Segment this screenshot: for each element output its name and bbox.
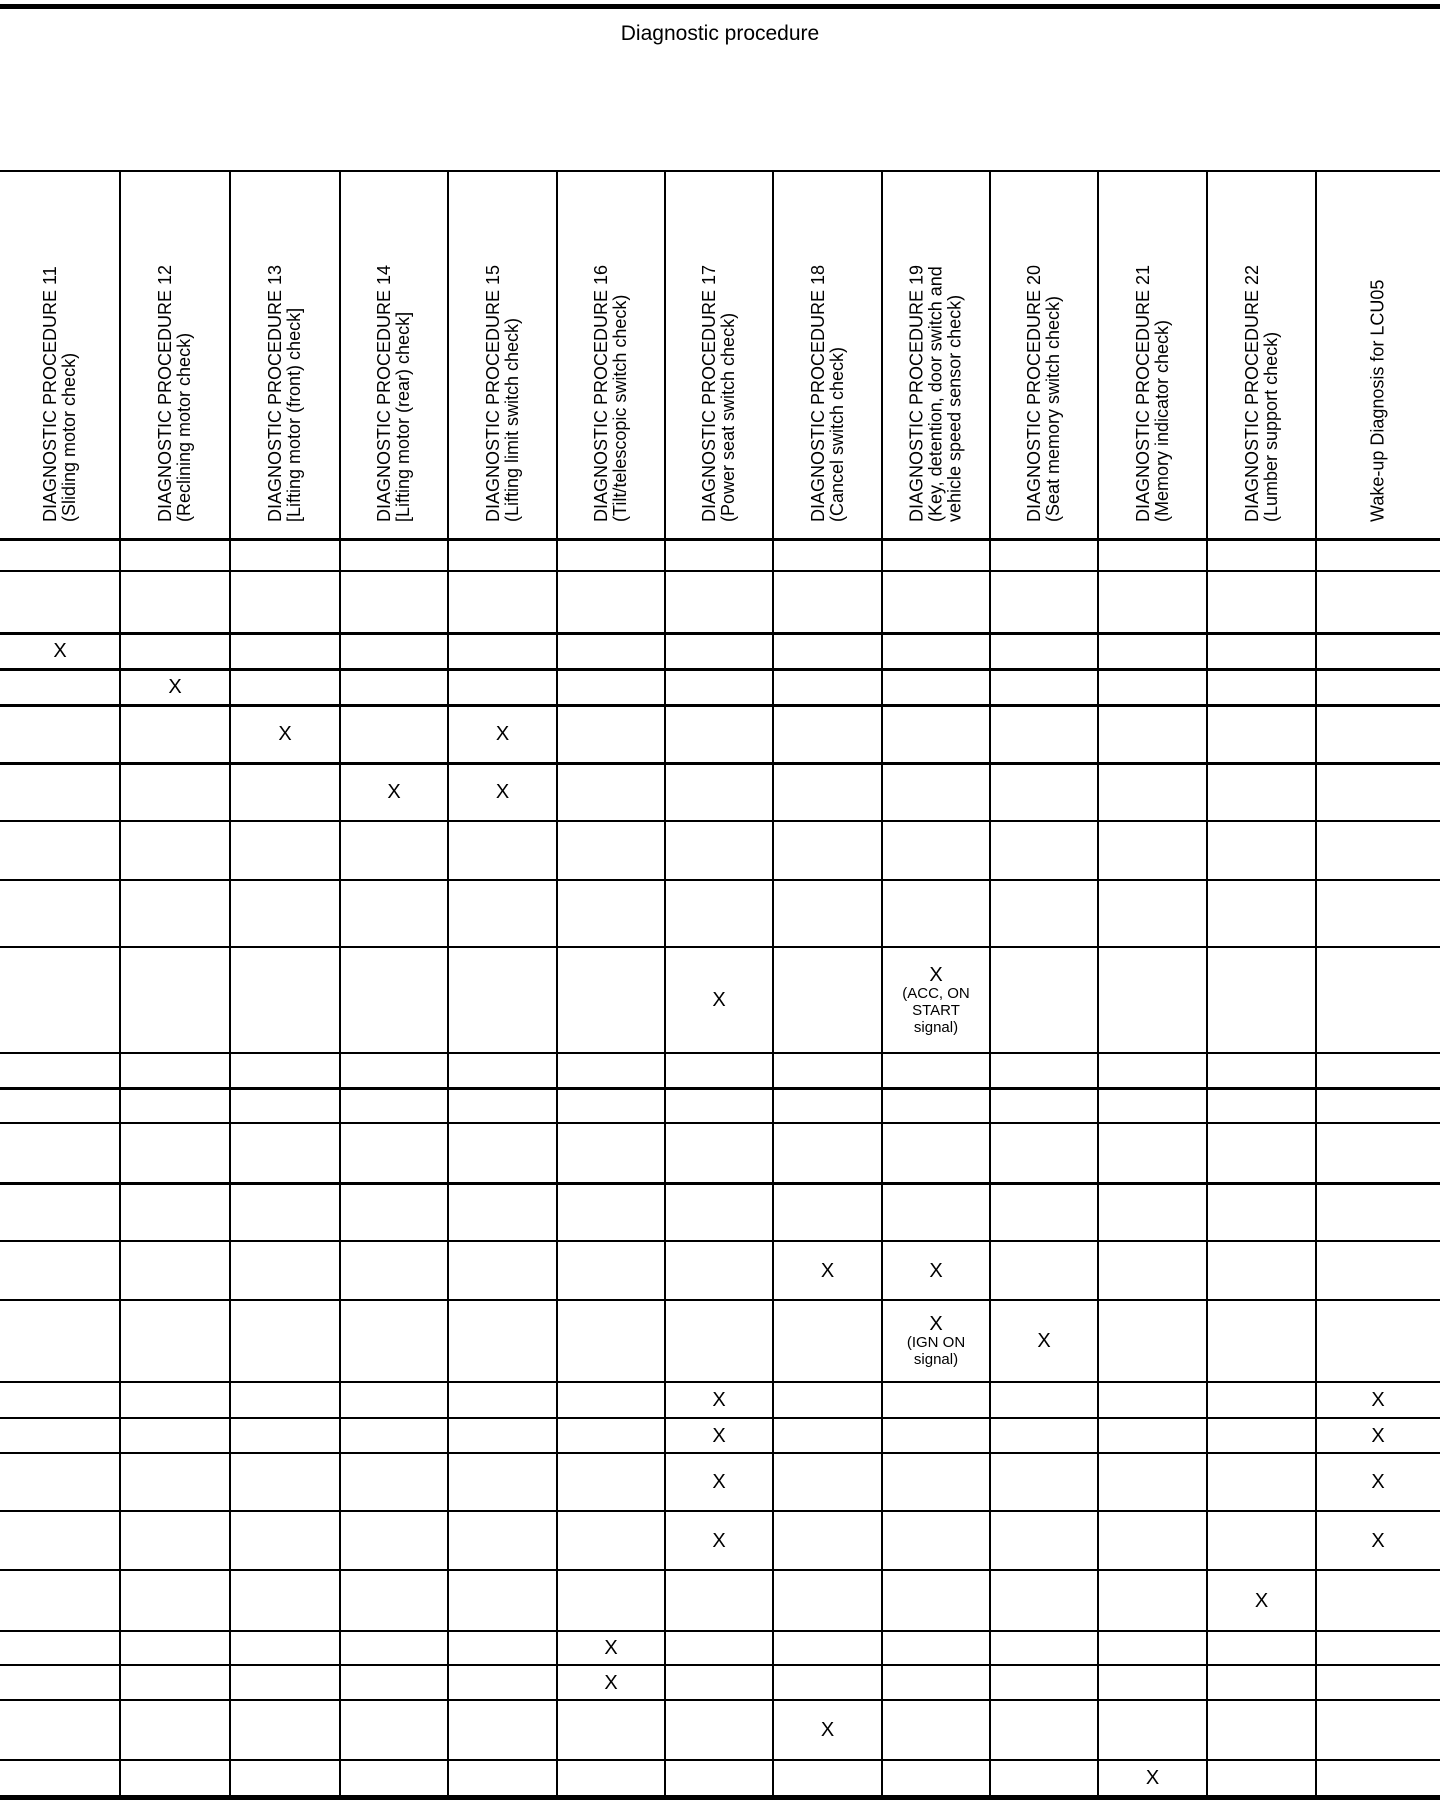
row-divider [0, 1630, 1440, 1632]
check-mark-symbol: X [604, 1637, 618, 1659]
check-mark [1316, 1531, 1440, 1551]
row-divider [0, 1699, 1440, 1701]
check-mark [1316, 1472, 1440, 1492]
check-mark [1098, 1768, 1207, 1788]
check-mark [557, 1638, 665, 1658]
check-mark-symbol: X [820, 1260, 835, 1282]
column-header [882, 172, 990, 532]
row-divider [0, 704, 1440, 707]
check-mark [773, 1720, 882, 1740]
row-divider [0, 1122, 1440, 1124]
row-divider [0, 1182, 1440, 1185]
row-divider [0, 632, 1440, 635]
column-header [1316, 172, 1440, 532]
check-mark-symbol: X [1371, 1425, 1385, 1447]
check-mark-symbol: X [712, 1389, 726, 1411]
column-header-label: DIAGNOSTIC PROCEDURE 11 (Sliding motor check) [40, 266, 79, 522]
column-header-label: DIAGNOSTIC PROCEDURE 15 (Lifting limit switch check) [482, 264, 522, 522]
check-mark [448, 782, 557, 802]
column-header-label: DIAGNOSTIC PROCEDURE 22 (Lumber support check) [1241, 264, 1281, 522]
check-mark [448, 724, 557, 744]
row-divider [0, 1381, 1440, 1383]
check-mark-symbol: X [495, 781, 510, 803]
check-mark [882, 1314, 990, 1368]
check-mark [665, 990, 773, 1010]
row-divider [0, 1452, 1440, 1454]
row-divider [0, 570, 1440, 572]
check-mark [557, 1673, 665, 1693]
row-divider [0, 879, 1440, 881]
check-mark-symbol: X [1037, 1330, 1051, 1352]
check-mark-symbol: X [929, 1313, 943, 1335]
column-header-label: DIAGNOSTIC PROCEDURE 17 (Power seat switch check) [699, 264, 738, 522]
top-rule [0, 4, 1440, 9]
row-divider [0, 1510, 1440, 1512]
check-mark-symbol: X [929, 964, 943, 986]
check-mark [0, 641, 120, 661]
row-divider [0, 1052, 1440, 1054]
column-header [665, 172, 773, 532]
check-mark-symbol: X [1254, 1590, 1269, 1612]
column-header-label: DIAGNOSTIC PROCEDURE 21 (Memory indicator check) [1132, 264, 1172, 522]
column-header-label: Wake-up Diagnosis for LCU05 [1367, 279, 1388, 522]
check-mark-symbol: X [1371, 1471, 1385, 1493]
row-divider [0, 538, 1440, 541]
row-divider [0, 820, 1440, 822]
column-header [0, 172, 120, 532]
check-mark [665, 1531, 773, 1551]
check-mark [990, 1331, 1098, 1351]
row-divider [0, 668, 1440, 671]
check-mark [665, 1426, 773, 1446]
check-mark-symbol: X [712, 1471, 726, 1493]
column-header [557, 172, 665, 532]
column-header [340, 172, 448, 532]
row-divider [0, 946, 1440, 948]
column-header [120, 172, 230, 532]
row-divider [0, 762, 1440, 765]
column-header-label: DIAGNOSTIC PROCEDURE 20 (Seat memory switch check) [1024, 264, 1063, 522]
column-header-label: DIAGNOSTIC PROCEDURE 19 (Key, detention, door switch and vehicle speed sensor check) [906, 264, 965, 522]
check-mark [340, 782, 448, 802]
row-divider [0, 1299, 1440, 1301]
check-mark-symbol: X [712, 989, 726, 1011]
column-header [1207, 172, 1316, 532]
row-divider [0, 1417, 1440, 1419]
check-mark-symbol: X [929, 1260, 943, 1282]
row-divider [0, 1087, 1440, 1090]
check-mark-symbol: X [712, 1530, 726, 1552]
check-mark [120, 677, 230, 697]
check-mark-symbol: X [1371, 1530, 1385, 1552]
page-title: Diagnostic procedure [620, 22, 820, 45]
column-header [990, 172, 1098, 532]
check-mark [773, 1261, 882, 1281]
check-mark-symbol: X [712, 1425, 726, 1447]
check-mark [882, 965, 990, 1036]
column-header-label: DIAGNOSTIC PROCEDURE 13 [Lifting motor (front) check] [265, 264, 304, 522]
check-mark-symbol: X [604, 1672, 618, 1694]
check-mark [1316, 1390, 1440, 1410]
check-mark [1316, 1426, 1440, 1446]
column-header [448, 172, 557, 532]
check-mark-symbol: X [1145, 1767, 1160, 1789]
column-header [1098, 172, 1207, 532]
check-mark-symbol: X [53, 640, 67, 662]
row-divider [0, 1759, 1440, 1761]
check-mark-symbol: X [495, 723, 510, 745]
row-divider [0, 1569, 1440, 1571]
check-mark-note: (ACC, ON START signal) [902, 985, 970, 1036]
column-header [773, 172, 882, 532]
column-header-label: DIAGNOSTIC PROCEDURE 16 (Tilt/telescopic switch check) [591, 264, 630, 522]
bottom-rule [0, 1795, 1440, 1800]
check-mark-symbol: X [820, 1719, 835, 1741]
check-mark [665, 1390, 773, 1410]
row-divider [0, 1664, 1440, 1666]
column-header-label: DIAGNOSTIC PROCEDURE 14 [Lifting motor (rear) check] [374, 264, 413, 522]
check-mark-symbol: X [278, 723, 292, 745]
column-header-label: DIAGNOSTIC PROCEDURE 12 (Reclining motor check) [155, 264, 194, 522]
check-mark-symbol: X [1371, 1389, 1385, 1411]
check-mark-symbol: X [168, 676, 182, 698]
check-mark [665, 1472, 773, 1492]
check-mark-note: (IGN ON signal) [906, 1334, 966, 1368]
column-header-label: DIAGNOSTIC PROCEDURE 18 (Cancel switch check) [807, 264, 847, 522]
check-mark-symbol: X [387, 781, 401, 803]
row-divider [0, 1240, 1440, 1242]
check-mark [882, 1261, 990, 1281]
column-header [230, 172, 340, 532]
check-mark [230, 724, 340, 744]
check-mark [1207, 1591, 1316, 1611]
